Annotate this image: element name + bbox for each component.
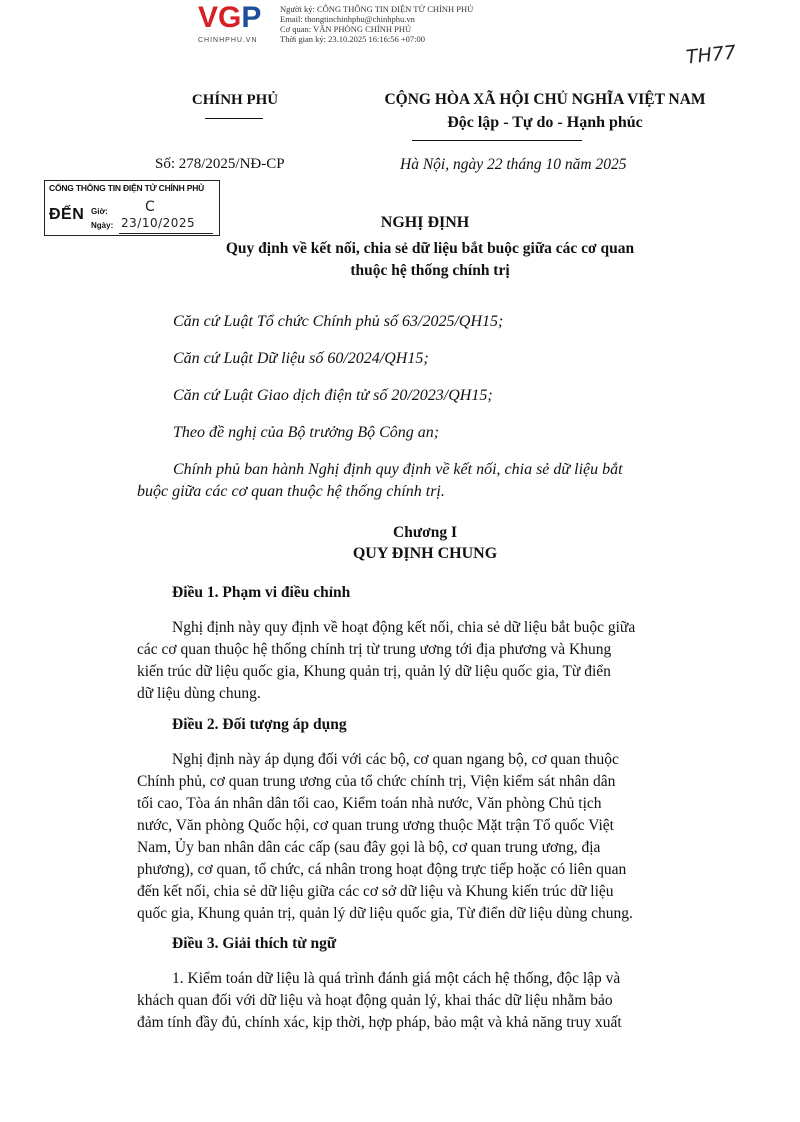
digital-signature-block [198, 2, 618, 46]
article-line: các cơ quan thuộc hệ thống chính trị từ trung ương tới địa phương và Khung [137, 641, 612, 658]
document-number: Số: 278/2025/NĐ-CP [155, 156, 285, 172]
legal-basis: Căn cứ Luật Tổ chức Chính phủ số 63/2025/QH15; [173, 313, 504, 330]
vgp-logo-subtext: CHINHPHU.VN [198, 37, 258, 44]
article-line: Chính phủ, cơ quan trung ương của tổ chức chính trị, Viện kiểm sát nhân dân [137, 773, 616, 790]
place-and-date: Hà Nội, ngày 22 tháng 10 năm 2025 [400, 156, 627, 173]
article-line: quốc gia, Khung quản trị, quản lý dữ liệu quốc gia, Từ điển dữ liệu dùng chung. [137, 905, 633, 922]
article-line: Nghị định này quy định về hoạt động kết nối, chia sẻ dữ liệu bắt buộc giữa [172, 619, 636, 636]
stamp-date-label: Ngày: [91, 221, 114, 230]
issuer-divider [205, 118, 263, 119]
article-line: Nghị định này áp dụng đối với các bộ, cơ quan ngang bộ, cơ quan thuộc [172, 751, 619, 768]
article-heading: Điều 1. Phạm vi điều chỉnh [172, 584, 351, 601]
document-title-line-1: Quy định về kết nối, chia sẻ dữ liệu bắt buộc giữa các cơ quan [225, 240, 635, 257]
article-line: dữ liệu dùng chung. [137, 685, 261, 702]
article-heading: Điều 2. Đối tượng áp dụng [172, 716, 347, 733]
document-type: NGHỊ ĐỊNH [380, 214, 470, 231]
incoming-stamp [44, 180, 220, 236]
promulgation-line: buộc giữa các cơ quan thuộc hệ thống chính trị. [137, 483, 445, 500]
article-line: tối cao, Tòa án nhân dân tối cao, Kiểm toán nhà nước, Văn phòng Chủ tịch [137, 795, 602, 812]
stamp-organization: CỔNG THÔNG TIN ĐIỆN TỬ CHÍNH PHỦ [49, 183, 205, 193]
article-heading: Điều 3. Giải thích từ ngữ [172, 935, 337, 952]
vgp-logo-letters [198, 2, 261, 34]
chapter-title: QUY ĐỊNH CHUNG [352, 545, 498, 562]
vgp-logo-letter: V [198, 1, 219, 34]
issuer-name: CHÍNH PHỦ [191, 92, 279, 108]
article-line: nước, Văn phòng Quốc hội, cơ quan trung ương thuộc Mặt trận Tổ quốc Việt [137, 817, 614, 834]
legal-basis: Theo đề nghị của Bộ trưởng Bộ Công an; [173, 424, 440, 441]
handwritten-mark: TH77 [684, 41, 738, 69]
article-line: đảm tính đầy đủ, chính xác, kịp thời, hợp pháp, bảo mật và khả năng truy xuất [137, 1014, 622, 1031]
stamp-date-underline [119, 233, 213, 234]
stamp-label: ĐẾN [49, 206, 85, 223]
chapter-number: Chương I [393, 524, 457, 541]
article-line: khách quan đối với dữ liệu và hoạt động quản lý, khai thác dữ liệu nhằm bảo [137, 992, 613, 1009]
signature-details [280, 4, 473, 44]
vgp-logo-letter: P [241, 1, 262, 34]
stamp-time-value: C [145, 199, 155, 215]
legal-basis: Căn cứ Luật Dữ liệu số 60/2024/QH15; [173, 350, 429, 367]
stamp-time-label: Giờ: [91, 207, 108, 216]
article-line: Nam, Ủy ban nhân dân các cấp (sau đây gọi là bộ, cơ quan trung ương, địa [137, 839, 601, 856]
signature-agency: Cơ quan: VĂN PHÒNG CHÍNH PHỦ [280, 24, 412, 34]
promulgation-line: Chính phủ ban hành Nghị định quy định về kết nối, chia sẻ dữ liệu bắt [173, 461, 623, 478]
legal-basis: Căn cứ Luật Giao dịch điện tử số 20/2023/QH15; [173, 387, 493, 404]
stamp-date-value: 23/10/2025 [121, 216, 196, 230]
signature-time: Thời gian ký: 23.10.2025 16:16:56 +07:00 [280, 34, 426, 44]
signature-signer: Người ký: CÔNG THÔNG TIN ĐIỆN TỬ CHÍNH PHỦ [280, 4, 474, 14]
article-line: 1. Kiểm toán dữ liệu là quá trình đánh giá một cách hệ thống, độc lập và [172, 970, 621, 987]
national-motto: Độc lập - Tự do - Hạnh phúc [447, 114, 643, 131]
document-title-line-2: thuộc hệ thống chính trị [350, 262, 510, 279]
article-line: kiến trúc dữ liệu quốc gia, Khung quản trị, quản lý dữ liệu quốc gia, Từ điển [137, 663, 611, 680]
signature-email: Email: thongtinchinhphu@chinhphu.vn [280, 14, 415, 24]
article-line: đến kết nối, chia sẻ dữ liệu giữa các cơ sở dữ liệu và Khung kiến trúc dữ liệu [137, 883, 614, 900]
vgp-logo-letter: G [218, 1, 242, 34]
motto-divider [412, 140, 582, 141]
nation-name: CỘNG HÒA XÃ HỘI CHỦ NGHĨA VIỆT NAM [384, 91, 706, 108]
vgp-logo [198, 1, 280, 44]
article-line: phương), cơ quan, tổ chức, cá nhân trong hoạt động trực tiếp hoặc có liên quan [137, 861, 627, 878]
